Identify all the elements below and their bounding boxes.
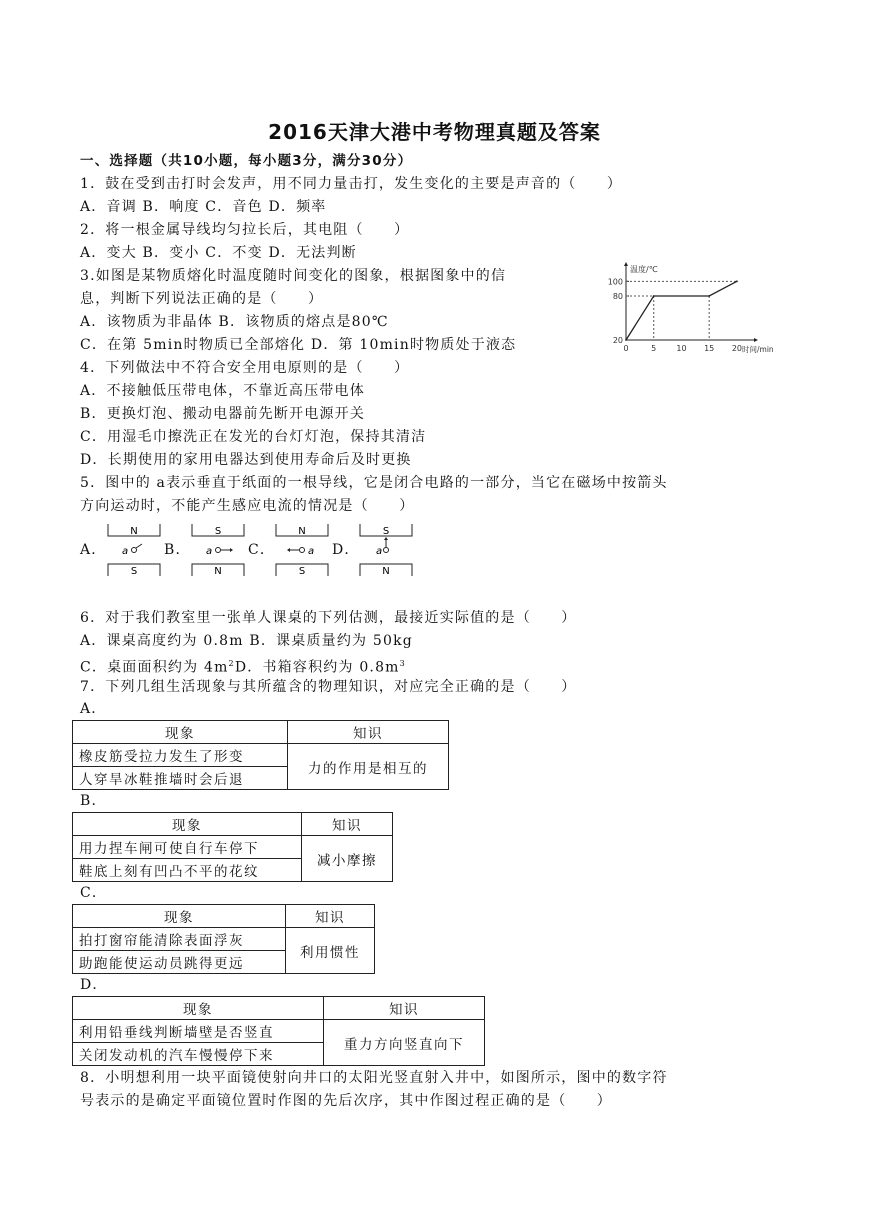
y-axis-label: 温度/℃ [630, 265, 658, 274]
q6-option-c: C．桌面面积约为 4m [80, 659, 229, 676]
wire-label: a [122, 546, 129, 557]
table-header: 现象 [73, 997, 324, 1020]
q5-label-a: A． [80, 542, 107, 558]
q3-options-ab: A．该物质为非晶体 B．该物质的熔点是80℃ [80, 314, 389, 330]
q3-options-cd: C．在第 5min时物质已全部熔化 D．第 10min时物质处于液态 [80, 337, 517, 353]
table-cell: 利用铅垂线判断墙壁是否竖直 [73, 1020, 324, 1043]
pole-label: S [214, 526, 222, 537]
q7-table-b [72, 812, 393, 882]
x-axis-label: 时间/min [742, 345, 774, 354]
table-cell: 关闭发动机的汽车慢慢停下来 [73, 1043, 324, 1066]
q8-stem-2: 号表示的是确定平面镜位置时作图的先后次序，其中作图过程正确的是（ ） [80, 1093, 612, 1109]
y-axis-arrow [624, 262, 628, 266]
x-tick-label: 10 [676, 344, 687, 353]
x-tick-label: 15 [704, 344, 715, 353]
table-cell: 利用惯性 [286, 928, 375, 974]
q5-label-b: B． [164, 542, 191, 558]
q7-table-d [72, 996, 485, 1066]
x-tick-label: 0 [623, 344, 629, 353]
q2-stem: 2．将一根金属导线均匀拉长后，其电阻（ ） [80, 222, 410, 238]
q7-stem: 7．下列几组生活现象与其所蕴含的物理知识，对应完全正确的是（ ） [80, 679, 577, 695]
table-cell: 拍打窗帘能清除表面浮灰 [73, 928, 286, 951]
q2-options: A．变大 B．变小 C．不变 D．无法判断 [80, 245, 357, 261]
data-point [653, 295, 655, 297]
data-point [736, 280, 738, 282]
table-cell: 力的作用是相互的 [288, 744, 449, 790]
pole-label: N [382, 566, 390, 577]
q5-stem-1: 5．图中的 a表示垂直于纸面的一根导线，它是闭合电路的一部分，当它在磁场中按箭头 [80, 475, 668, 491]
q7-table-a [72, 720, 449, 790]
x-tick-label: 20 [731, 344, 743, 353]
magnet-diagram-a [104, 520, 164, 580]
magnet-diagram-d [356, 520, 416, 580]
q6-option-d: D．书箱容积约为 0.8m [234, 659, 400, 676]
q5-label-d: D． [332, 542, 360, 558]
wire-label: a [376, 546, 383, 557]
q7-label-d: D． [80, 977, 108, 993]
x-tick-label: 5 [651, 344, 657, 353]
q7-table-c [72, 904, 375, 974]
table-header: 现象 [73, 721, 288, 744]
q1-stem: 1．鼓在受到击打时会发声，用不同力量击打，发生变化的主要是声音的（ ） [80, 176, 623, 192]
section-heading: 一、选择题（共10小题，每小题3分，满分30分） [80, 153, 413, 169]
q4-option-a: A．不接触低压带电体，不靠近高压带电体 [80, 383, 365, 399]
q6-option-c-sup: 2 [228, 659, 235, 668]
wire-label: a [206, 546, 213, 557]
wire-label: a [308, 546, 315, 557]
table-cell: 重力方向竖直向下 [324, 1020, 485, 1066]
q4-stem: 4．下列做法中不符合安全用电原则的是（ ） [80, 360, 410, 376]
q6-stem: 6．对于我们教室里一张单人课桌的下列估测，最接近实际值的是（ ） [80, 610, 577, 626]
x-axis-arrow [754, 338, 758, 342]
q5-label-c: C． [248, 542, 276, 558]
q8-stem-1: 8．小明想利用一块平面镜使射向井口的太阳光竖直射入井中，如图所示，图中的数字符 [80, 1070, 668, 1086]
pole-label: N [298, 526, 306, 537]
table-cell: 助跑能使运动员跳得更远 [73, 951, 286, 974]
magnet-diagram-c [272, 520, 332, 580]
q5-stem-2: 方向运动时，不能产生感应电流的情况是（ ） [80, 498, 415, 514]
page-title: 2016天津大港中考物理真题及答案 [268, 120, 601, 144]
table-header: 现象 [73, 905, 286, 928]
table-header: 知识 [288, 721, 449, 744]
y-tick-label: 100 [607, 277, 623, 287]
q6-options-cd [80, 654, 406, 678]
pole-label: S [382, 526, 390, 537]
table-cell: 用力捏车闸可使自行车停下 [73, 836, 302, 859]
q7-label-c: C． [80, 885, 108, 901]
pole-label: N [214, 566, 222, 577]
table-header: 知识 [302, 813, 393, 836]
table-cell: 人穿旱冰鞋推墙时会后退 [73, 767, 288, 790]
series-line [626, 281, 737, 340]
q4-option-d: D．长期使用的家用电器达到使用寿命后及时更换 [80, 452, 412, 468]
pole-label: N [130, 526, 138, 537]
q7-label-a: A． [80, 701, 107, 717]
q4-option-b: B．更换灯泡、搬动电器前先断开电源开关 [80, 406, 366, 422]
melting-chart [592, 262, 784, 358]
magnet-diagram-b [188, 520, 248, 580]
table-cell: 鞋底上刻有凹凸不平的花纹 [73, 859, 302, 882]
q3-stem-2: 息，判断下列说法正确的是（ ） [80, 291, 324, 307]
q6-options-ab: A．课桌高度约为 0.8m B．课桌质量约为 50kg [80, 633, 413, 649]
y-tick-label: 80 [612, 292, 623, 301]
y-tick-label: 20 [612, 336, 623, 345]
q4-option-c: C．用湿毛巾擦洗正在发光的台灯灯泡，保持其清洁 [80, 429, 427, 445]
q3-stem-1: 3.如图是某物质熔化时温度随时间变化的图象，根据图象中的信 [80, 268, 507, 284]
data-point [708, 295, 710, 297]
q1-options: A．音调 B．响度 C．音色 D．频率 [80, 199, 327, 215]
q7-label-b: B． [80, 793, 107, 809]
table-cell: 减小摩擦 [302, 836, 393, 882]
pole-label: S [298, 566, 306, 577]
pole-label: S [130, 566, 138, 577]
table-header: 知识 [324, 997, 485, 1020]
table-header: 知识 [286, 905, 375, 928]
q6-option-d-sup: 3 [399, 659, 406, 668]
table-header: 现象 [73, 813, 302, 836]
table-cell: 橡皮筋受拉力发生了形变 [73, 744, 288, 767]
data-point [625, 339, 627, 341]
